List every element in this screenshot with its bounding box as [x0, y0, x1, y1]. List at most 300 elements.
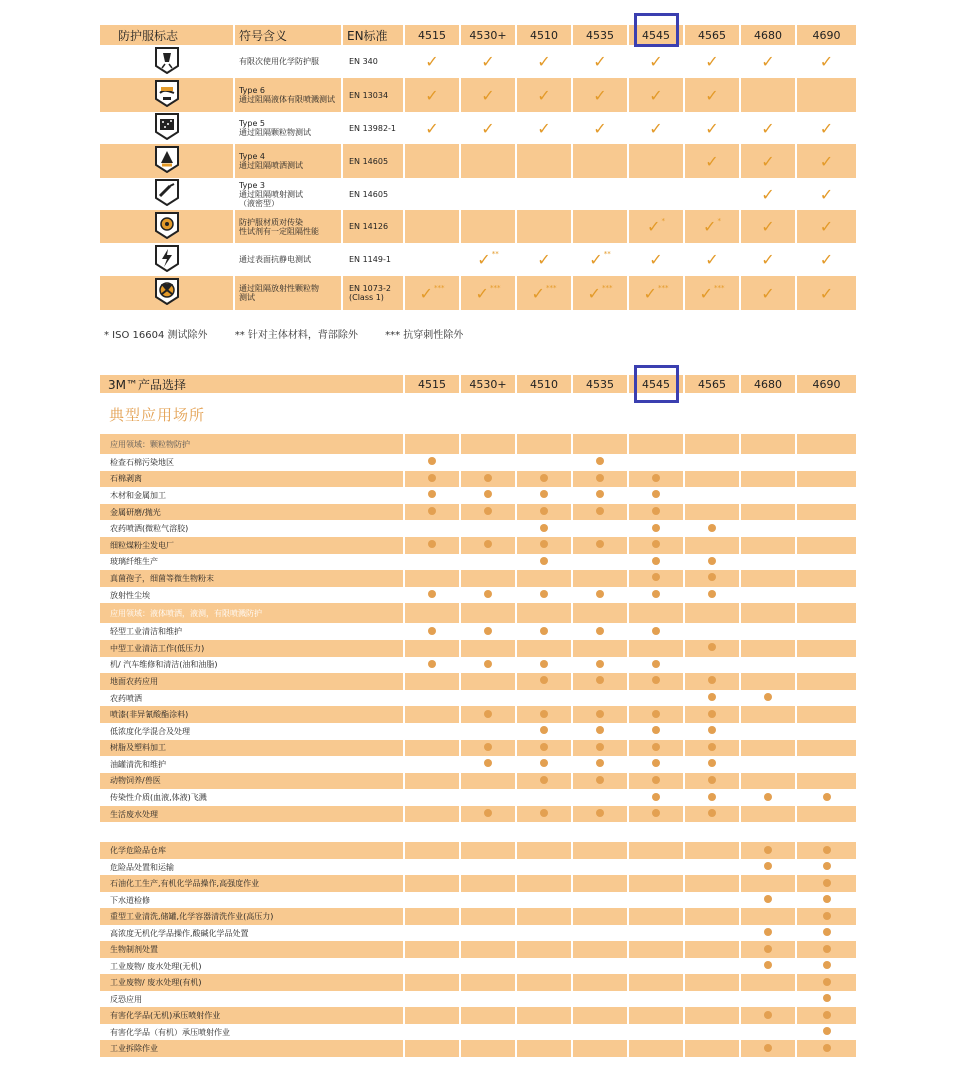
application-label: 木材和金属加工	[100, 487, 404, 504]
suitability-cell	[684, 690, 740, 707]
suitability-cell	[460, 434, 516, 454]
suitability-cell	[516, 756, 572, 773]
suitability-cell	[516, 1007, 572, 1024]
suitable-dot-icon	[596, 507, 604, 515]
suitability-cell	[460, 842, 516, 859]
application-label: 石油化工生产,有机化学品操作,高强度作业	[100, 875, 404, 892]
suitable-dot-icon	[708, 710, 716, 718]
suitability-cell	[572, 875, 628, 892]
suitability-cell	[796, 454, 856, 471]
check-mark-cell	[572, 178, 628, 210]
check-mark-cell	[404, 78, 460, 112]
header-model: 4510	[516, 25, 572, 45]
suitability-cell	[516, 875, 572, 892]
check-mark-cell	[684, 112, 740, 144]
suitability-cell	[404, 1007, 460, 1024]
suitability-cell	[740, 740, 796, 757]
symbol-meaning: 有限次使用化学防护服	[234, 45, 342, 78]
application-label: 金属研磨/抛光	[100, 504, 404, 521]
suitability-cell	[628, 1007, 684, 1024]
suitability-cell	[628, 822, 684, 842]
symbol-row	[100, 243, 856, 276]
suitability-cell	[796, 706, 856, 723]
symbol-icon-cell	[100, 45, 234, 78]
suitability-cell	[740, 773, 796, 790]
suitability-cell	[684, 570, 740, 587]
suitability-cell	[404, 908, 460, 925]
suitability-cell	[516, 789, 572, 806]
header-model: 4690	[812, 28, 841, 42]
selection-title: 3M™产品选择	[100, 375, 404, 393]
suitable-dot-icon	[652, 743, 660, 751]
check-icon: ✓	[819, 217, 834, 236]
suitability-cell	[796, 822, 856, 842]
suitability-cell	[628, 471, 684, 488]
suitability-cell	[460, 723, 516, 740]
symbol-meaning: 防护服材质对传染 性试剂有一定阻隔性能	[234, 210, 342, 243]
application-category-label: 应用领域：液体喷洒，液测，有限喷溅防护	[100, 603, 404, 623]
suitability-cell	[460, 690, 516, 707]
suitability-cell	[740, 706, 796, 723]
suitability-cell	[628, 570, 684, 587]
suitability-cell	[628, 974, 684, 991]
check-footnote-marker: ***	[657, 283, 669, 292]
suitability-cell	[684, 471, 740, 488]
suitable-dot-icon	[764, 693, 772, 701]
section-title: 典型应用场所	[109, 406, 206, 424]
application-row	[100, 842, 856, 859]
check-mark-cell	[460, 78, 516, 112]
check-mark-cell	[460, 112, 516, 144]
suitability-cell	[516, 1040, 572, 1057]
suitable-dot-icon	[823, 862, 831, 870]
application-row	[100, 554, 856, 571]
suitability-cell	[628, 723, 684, 740]
suitability-cell	[740, 471, 796, 488]
suitability-cell	[572, 673, 628, 690]
suitability-cell	[516, 657, 572, 674]
suitability-cell	[516, 806, 572, 823]
symbol-icon-cell	[100, 276, 234, 310]
suitability-cell	[684, 537, 740, 554]
application-row	[100, 925, 856, 942]
suitable-dot-icon	[540, 627, 548, 635]
suitability-cell	[572, 706, 628, 723]
suitability-cell	[684, 991, 740, 1008]
suitable-dot-icon	[708, 809, 716, 817]
suitability-cell	[684, 706, 740, 723]
suitability-cell	[572, 974, 628, 991]
check-icon: ✓	[761, 52, 775, 71]
suitability-cell	[404, 1024, 460, 1041]
check-mark-cell	[740, 178, 796, 210]
check-mark-cell	[740, 144, 796, 178]
suitability-cell	[740, 657, 796, 674]
check-mark-cell	[740, 112, 796, 144]
suitability-cell	[684, 657, 740, 674]
suitability-cell	[740, 991, 796, 1008]
suitable-dot-icon	[652, 809, 660, 817]
check-footnote-marker: **	[603, 250, 611, 258]
suitable-dot-icon	[823, 879, 831, 887]
check-footnote-marker: ***	[601, 283, 613, 292]
suitable-dot-icon	[764, 928, 772, 936]
suitability-cell	[740, 842, 796, 859]
suitability-cell	[572, 554, 628, 571]
suitability-cell	[516, 504, 572, 521]
suitability-cell	[796, 773, 856, 790]
suitability-cell	[796, 991, 856, 1008]
suitable-dot-icon	[484, 474, 492, 482]
liquid-jet-icon	[153, 178, 181, 206]
suitability-cell	[460, 537, 516, 554]
suitability-cell	[796, 640, 856, 657]
check-footnote-marker: *	[661, 217, 665, 225]
check-mark-cell	[796, 45, 856, 78]
application-label: 传染性介质(血液,体液)飞溅	[100, 789, 404, 806]
application-label: 有害化学品（有机）承压喷射作业	[100, 1024, 404, 1041]
suitable-dot-icon	[823, 945, 831, 953]
check-icon: ✓	[819, 283, 834, 303]
suitability-cell	[460, 958, 516, 975]
suitability-cell	[516, 842, 572, 859]
application-row	[100, 537, 856, 554]
suitability-cell	[516, 487, 572, 504]
suitability-cell	[460, 1024, 516, 1041]
symbol-standard: EN 14126	[342, 210, 404, 243]
suitability-cell	[404, 673, 460, 690]
suitability-cell	[628, 806, 684, 823]
header-model: 4545	[628, 25, 684, 45]
suitable-dot-icon	[652, 474, 660, 482]
chemical-protection-icon	[153, 46, 181, 74]
check-mark-cell	[404, 178, 460, 210]
suitability-cell	[796, 925, 856, 942]
check-icon: ✓	[761, 217, 775, 236]
suitable-dot-icon	[652, 759, 660, 767]
application-label: 油罐清洗和维护	[100, 756, 404, 773]
suitable-dot-icon	[596, 490, 604, 498]
suitability-cell	[740, 822, 796, 842]
suitability-cell	[460, 706, 516, 723]
suitable-dot-icon	[652, 557, 660, 565]
suitability-cell	[796, 504, 856, 521]
suitability-cell	[404, 603, 460, 623]
suitability-cell	[740, 925, 796, 942]
suitable-dot-icon	[764, 793, 772, 801]
check-icon: ✓	[537, 85, 551, 105]
suitability-cell	[404, 958, 460, 975]
suitable-dot-icon	[708, 573, 716, 581]
suitability-cell	[628, 925, 684, 942]
application-row	[100, 941, 856, 958]
suitability-cell	[572, 789, 628, 806]
application-label: 地面农药应用	[100, 673, 404, 690]
suitability-cell	[796, 941, 856, 958]
suitable-dot-icon	[484, 809, 492, 817]
suitability-cell	[740, 1007, 796, 1024]
suitability-cell	[572, 822, 628, 842]
suitability-cell	[740, 875, 796, 892]
check-icon: ✓	[537, 52, 551, 71]
suitability-cell	[740, 640, 796, 657]
check-icon: ✓	[705, 52, 719, 71]
suitability-cell	[796, 537, 856, 554]
radioactive-particle-icon	[153, 277, 181, 305]
application-row	[100, 1024, 856, 1041]
application-row	[100, 570, 856, 587]
check-mark-cell	[796, 210, 856, 243]
header-model: 4565	[684, 25, 740, 45]
suitable-dot-icon	[540, 590, 548, 598]
suitability-cell	[628, 958, 684, 975]
suitability-cell	[796, 974, 856, 991]
check-mark-cell	[796, 243, 856, 276]
footnote: * ISO 16604 测试除外	[104, 330, 208, 341]
suitability-cell	[460, 471, 516, 488]
suitability-cell	[460, 875, 516, 892]
application-row	[100, 471, 856, 488]
suitable-dot-icon	[652, 710, 660, 718]
suitability-cell	[796, 657, 856, 674]
suitable-dot-icon	[708, 557, 716, 565]
spray-icon	[153, 145, 181, 173]
suitability-cell	[796, 789, 856, 806]
applications-table	[100, 434, 856, 1057]
suitability-cell	[572, 892, 628, 909]
application-label: 工业废物/ 废水处理(有机)	[100, 974, 404, 991]
suitability-cell	[628, 1040, 684, 1057]
check-icon: ✓	[649, 52, 663, 71]
application-row	[100, 487, 856, 504]
suitability-cell	[516, 859, 572, 876]
header-model: 4535	[572, 25, 628, 45]
suitability-cell	[796, 623, 856, 640]
suitability-cell	[404, 504, 460, 521]
suitability-cell	[572, 520, 628, 537]
check-icon: ✓	[761, 283, 775, 303]
suitability-cell	[572, 925, 628, 942]
application-row	[100, 1007, 856, 1024]
suitability-cell	[404, 487, 460, 504]
suitable-dot-icon	[708, 590, 716, 598]
suitable-dot-icon	[708, 676, 716, 684]
suitability-cell	[628, 908, 684, 925]
suitability-cell	[572, 623, 628, 640]
check-footnote-marker: *	[717, 217, 721, 225]
suitability-cell	[572, 1024, 628, 1041]
check-icon: ✓	[477, 250, 491, 269]
application-row	[100, 657, 856, 674]
suitability-cell	[572, 434, 628, 454]
header-model: 4680	[740, 25, 796, 45]
suitability-cell	[460, 657, 516, 674]
check-mark-cell	[684, 243, 740, 276]
suitability-cell	[684, 723, 740, 740]
application-row	[100, 789, 856, 806]
application-category-row	[100, 434, 856, 454]
suitability-cell	[628, 941, 684, 958]
application-row	[100, 690, 856, 707]
suitable-dot-icon	[596, 660, 604, 668]
application-row	[100, 859, 856, 876]
selection-model: 4530+	[460, 375, 516, 393]
application-label: 高浓度无机化学品操作,酸碱化学品处置	[100, 925, 404, 942]
application-row	[100, 587, 856, 604]
check-mark-cell	[740, 210, 796, 243]
check-mark-cell	[740, 243, 796, 276]
suitability-cell	[684, 1007, 740, 1024]
suitable-dot-icon	[484, 540, 492, 548]
suitability-cell	[404, 723, 460, 740]
symbol-row	[100, 78, 856, 112]
check-icon: ✓	[649, 250, 663, 269]
particle-icon	[153, 112, 181, 140]
check-mark-cell	[404, 276, 460, 310]
suitability-cell	[516, 520, 572, 537]
check-icon: ✓	[819, 52, 834, 71]
suitability-cell	[572, 587, 628, 604]
suitability-cell	[628, 1024, 684, 1041]
check-mark-cell	[516, 276, 572, 310]
check-mark-cell	[628, 45, 684, 78]
suitability-cell	[516, 974, 572, 991]
check-mark-cell	[572, 45, 628, 78]
suitability-cell	[404, 842, 460, 859]
suitable-dot-icon	[652, 676, 660, 684]
suitability-cell	[516, 554, 572, 571]
header-meaning: 符号含义	[234, 25, 342, 45]
suitable-dot-icon	[823, 928, 831, 936]
suitability-cell	[460, 587, 516, 604]
check-mark-cell	[404, 144, 460, 178]
check-icon: ✓	[589, 250, 603, 269]
suitable-dot-icon	[823, 1027, 831, 1035]
suitable-dot-icon	[540, 710, 548, 718]
check-mark-cell	[796, 144, 856, 178]
suitability-cell	[740, 587, 796, 604]
check-mark-cell	[628, 243, 684, 276]
application-label: 下水道检修	[100, 892, 404, 909]
suitable-dot-icon	[428, 660, 436, 668]
check-mark-cell	[572, 276, 628, 310]
suitable-dot-icon	[596, 457, 604, 465]
check-mark-cell	[572, 112, 628, 144]
suitability-cell	[796, 908, 856, 925]
suitability-cell	[684, 842, 740, 859]
symbol-row	[100, 144, 856, 178]
suitability-cell	[516, 570, 572, 587]
suitability-cell	[404, 587, 460, 604]
suitability-cell	[460, 822, 516, 842]
check-mark-cell	[460, 276, 516, 310]
check-mark-cell	[404, 45, 460, 78]
suitability-cell	[516, 623, 572, 640]
suitability-cell	[516, 822, 572, 842]
application-row	[100, 773, 856, 790]
suitability-cell	[796, 723, 856, 740]
suitability-cell	[460, 623, 516, 640]
suitability-cell	[404, 657, 460, 674]
suitability-cell	[404, 570, 460, 587]
suitability-cell	[796, 690, 856, 707]
application-label: 真菌孢子，细菌等微生物粉末	[100, 570, 404, 587]
suitability-cell	[796, 1040, 856, 1057]
check-icon: ✓	[761, 250, 775, 269]
suitability-cell	[684, 587, 740, 604]
suitable-dot-icon	[708, 693, 716, 701]
suitable-dot-icon	[708, 759, 716, 767]
suitability-cell	[628, 554, 684, 571]
suitability-cell	[516, 454, 572, 471]
suitability-cell	[628, 520, 684, 537]
header-model: 4530+	[460, 25, 516, 45]
check-footnote-marker: ***	[433, 283, 445, 292]
symbol-icon-cell	[100, 210, 234, 243]
suitable-dot-icon	[428, 474, 436, 482]
header-standard: EN标准	[342, 25, 404, 45]
suitability-cell	[740, 554, 796, 571]
selection-model: 4680	[740, 375, 796, 393]
suitability-cell	[684, 756, 740, 773]
suitable-dot-icon	[652, 490, 660, 498]
suitable-dot-icon	[823, 912, 831, 920]
suitability-cell	[572, 537, 628, 554]
suitability-cell	[628, 537, 684, 554]
suitability-cell	[404, 892, 460, 909]
suitability-cell	[404, 925, 460, 942]
suitability-cell	[628, 740, 684, 757]
application-label: 玻璃纤维生产	[100, 554, 404, 571]
suitability-cell	[572, 991, 628, 1008]
check-icon: ✓	[705, 151, 719, 171]
suitable-dot-icon	[708, 793, 716, 801]
suitable-dot-icon	[652, 627, 660, 635]
suitability-cell	[404, 520, 460, 537]
suitability-cell	[404, 554, 460, 571]
suitability-cell	[516, 537, 572, 554]
suitability-cell	[628, 842, 684, 859]
suitability-cell	[684, 1024, 740, 1041]
suitability-cell	[740, 504, 796, 521]
suitability-cell	[460, 773, 516, 790]
application-label: 工业拆除作业	[100, 1040, 404, 1057]
suitability-cell	[628, 640, 684, 657]
selection-model: 4535	[572, 375, 628, 393]
suitability-cell	[628, 587, 684, 604]
check-icon: ✓	[761, 151, 775, 171]
application-label: 工业废物/ 废水处理(无机)	[100, 958, 404, 975]
check-mark-cell	[516, 243, 572, 276]
suitable-dot-icon	[540, 524, 548, 532]
check-mark-cell	[796, 112, 856, 144]
suitability-cell	[516, 690, 572, 707]
suitability-cell	[460, 925, 516, 942]
suitable-dot-icon	[823, 1011, 831, 1019]
suitability-cell	[740, 690, 796, 707]
suitability-cell	[684, 958, 740, 975]
check-mark-cell	[740, 276, 796, 310]
suitability-cell	[684, 554, 740, 571]
suitability-cell	[404, 773, 460, 790]
suitability-cell	[796, 520, 856, 537]
antistatic-icon	[153, 244, 181, 272]
suitability-cell	[684, 487, 740, 504]
suitability-cell	[740, 1024, 796, 1041]
suitable-dot-icon	[652, 776, 660, 784]
check-mark-cell	[628, 144, 684, 178]
check-icon: ✓	[819, 151, 834, 171]
